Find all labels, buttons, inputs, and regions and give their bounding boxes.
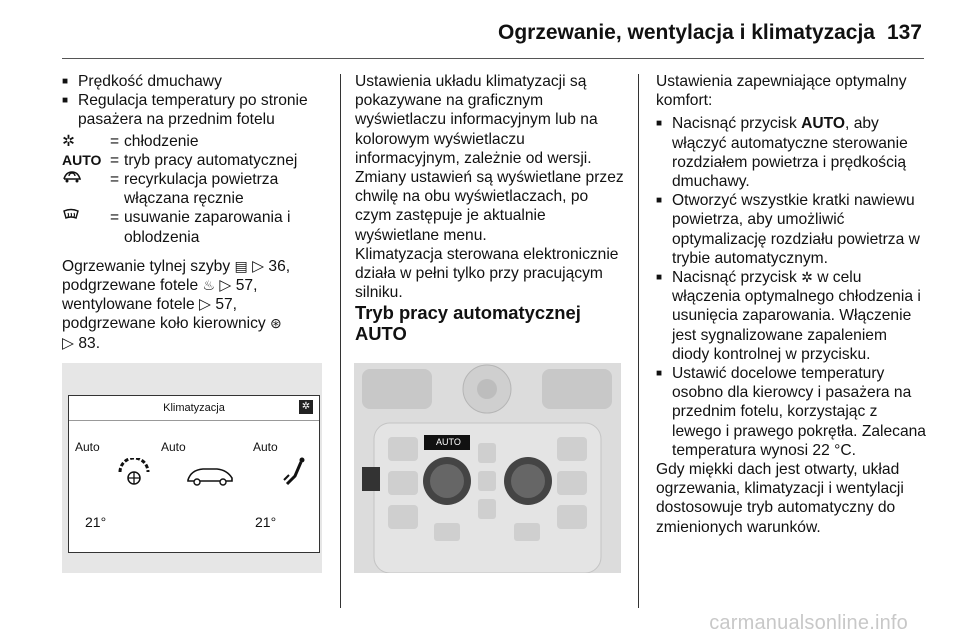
screen-title: Klimatyzacja (163, 402, 225, 414)
fan-speed-icon (117, 458, 151, 493)
auto-label-distribution: Auto (161, 440, 186, 454)
text-ventilated-seats: wentylowane fotele (62, 296, 195, 314)
bullet-item: ■ Nacisnąć przycisk ✲ w celu włączenia optymalnego chłodzenia i usunięcia zaparowania. Włączenie jest sygnalizowane zapaleniem diody kontrolnej w przycisku. (656, 268, 926, 364)
temp-left: 21° (85, 514, 107, 530)
legend-eq: = (110, 132, 120, 150)
bullet-item: ■ Prędkość dmuchawy (62, 72, 330, 91)
legend-desc: usuwanie zaparowania i oblodzenia (124, 209, 291, 246)
climate-display-figure (62, 363, 322, 573)
page-number: 137 (886, 21, 922, 44)
reference-arrow-icon: ▷ (219, 277, 232, 295)
legend-eq: = (110, 151, 120, 169)
legend-desc: tryb pracy automatycznej (124, 151, 298, 169)
screen-divider (69, 420, 319, 421)
defrost-icon (62, 208, 110, 246)
reference-arrow-icon: ▷ (252, 257, 265, 275)
reference-arrow-icon: ▷ (198, 296, 211, 314)
watermark: carmanualsonline.info (709, 612, 908, 634)
snowflake-icon: ✲ (62, 132, 76, 150)
cross-reference-paragraph (62, 257, 330, 353)
header-title: Ogrzewanie, wentylacja i klimatyzacja (497, 21, 875, 44)
temp-right: 21° (255, 514, 277, 530)
middle-column (355, 72, 627, 344)
control-panel-drawing (354, 363, 621, 573)
car-airflow-icon (185, 464, 235, 491)
text-heated-steering-wheel: podgrzewane koło kierownicy (62, 315, 266, 333)
text-rear-window-heating: Ogrzewanie tylnej szyby (62, 257, 231, 275)
snowflake-icon: ✲ (801, 269, 813, 286)
auto-label-seat: Auto (253, 440, 278, 454)
legend-desc: recyrkulacja powietrza włączana ręcznie (124, 171, 279, 208)
auto-button-label: AUTO (436, 437, 461, 447)
engine-running-paragraph: Klimatyzacja sterowana elektronicznie działa w pełni tylko przy pracującym silniku. (355, 245, 619, 302)
auto-keyword: AUTO (801, 115, 846, 133)
seat-airflow-icon (281, 456, 307, 493)
page-header (0, 0, 960, 60)
bullet-item: ■ Ustawić docelowe temperatury osobno dla kierowcy i pasażera na przednim fotelu, korzystając z lewego i prawego pokrętła. Zalecana temperatura wynosi 22 °C. (656, 364, 926, 460)
page-ref: 57, (215, 296, 238, 314)
climate-screen (68, 395, 320, 553)
bullet-item: ■ Nacisnąć przycisk AUTO, aby włączyć automatyczne sterowanie rozdziałem powietrza i prędkością dmuchawy. (656, 114, 926, 191)
intro-paragraph: Ustawienia zapewniające optymalny komfort: (656, 73, 907, 110)
column-divider-2 (638, 74, 639, 608)
bullet-item: ■ Otworzyć wszystkie kratki nawiewu powietrza, aby umożliwić optymalizację rozdziału powietrza w trybie automatycznym. (656, 191, 926, 268)
display-info-paragraph: Ustawienia układu klimatyzacji są pokazywane na graficznym wyświetlaczu informacyjnym lub na kolorowym wyświetlaczu informacyjnym, zależnie od wersji. Zmiany ustawień są wyświetlane przez chwilę na obu wyświetlaczach, po czym zastępuje je aktualnie wyświetlane menu. (355, 73, 624, 244)
settings-icon: ✲ (299, 400, 313, 414)
auto-label-fan: Auto (75, 440, 100, 454)
closing-paragraph: Gdy miękki dach jest otwarty, układ ogrzewania, klimatyzacji i wentylacji dostosowuje tryb automatyczny do zmienionych warunków. (656, 461, 904, 536)
left-column (62, 72, 330, 353)
right-column (656, 72, 926, 537)
legend-eq: = (110, 171, 120, 189)
control-panel-figure (354, 363, 621, 573)
auto-symbol: AUTO (62, 151, 102, 168)
heated-seat-icon: ♨ (202, 277, 216, 294)
symbol-legend (62, 132, 330, 247)
page-ref: 36, (268, 257, 291, 275)
page-ref: 57, (235, 277, 258, 295)
bullet-item: ■ Regulacja temperatury po stronie pasażera na przednim fotelu (62, 91, 330, 129)
text-heated-seats: podgrzewane fotele (62, 277, 199, 295)
header-rule (62, 58, 924, 59)
section-heading: Tryb pracy automatycznej AUTO (355, 302, 581, 345)
legend-eq: = (110, 209, 120, 227)
reference-arrow-icon: ▷ (62, 334, 74, 352)
steering-wheel-icon: ⊛ (270, 315, 282, 332)
rear-window-heating-icon: ▤ (234, 257, 248, 274)
recirculation-icon (62, 170, 110, 208)
page-ref: 83. (78, 334, 101, 352)
column-divider-1 (340, 74, 341, 608)
legend-desc: chłodzenie (124, 132, 199, 150)
